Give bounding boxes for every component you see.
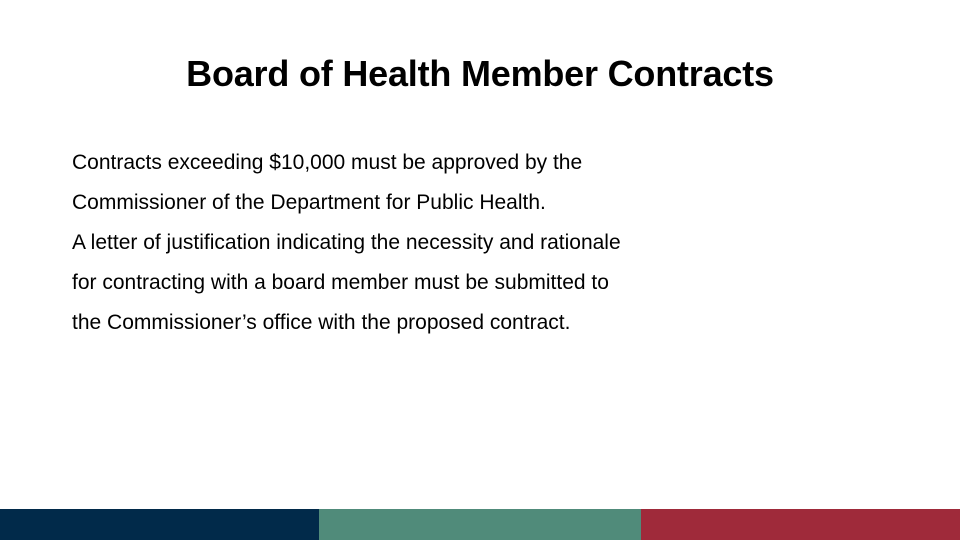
body-line: A letter of justification indicating the necessity and rationale (72, 231, 621, 254)
body-line: Contracts exceeding $10,000 must be approved by the (72, 151, 583, 174)
footer-segment-green (319, 509, 641, 540)
footer-segment-red (641, 509, 960, 540)
body-line: for contracting with a board member must be submitted to (72, 271, 609, 294)
body-line: the Commissioner’s office with the proposed contract. (72, 311, 571, 334)
slide-title: Board of Health Member Contracts (186, 53, 774, 94)
footer-segment-navy (0, 509, 319, 540)
slide-body (72, 143, 892, 343)
footer-color-bar (0, 509, 960, 540)
body-line: Commissioner of the Department for Public Health. (72, 191, 546, 214)
